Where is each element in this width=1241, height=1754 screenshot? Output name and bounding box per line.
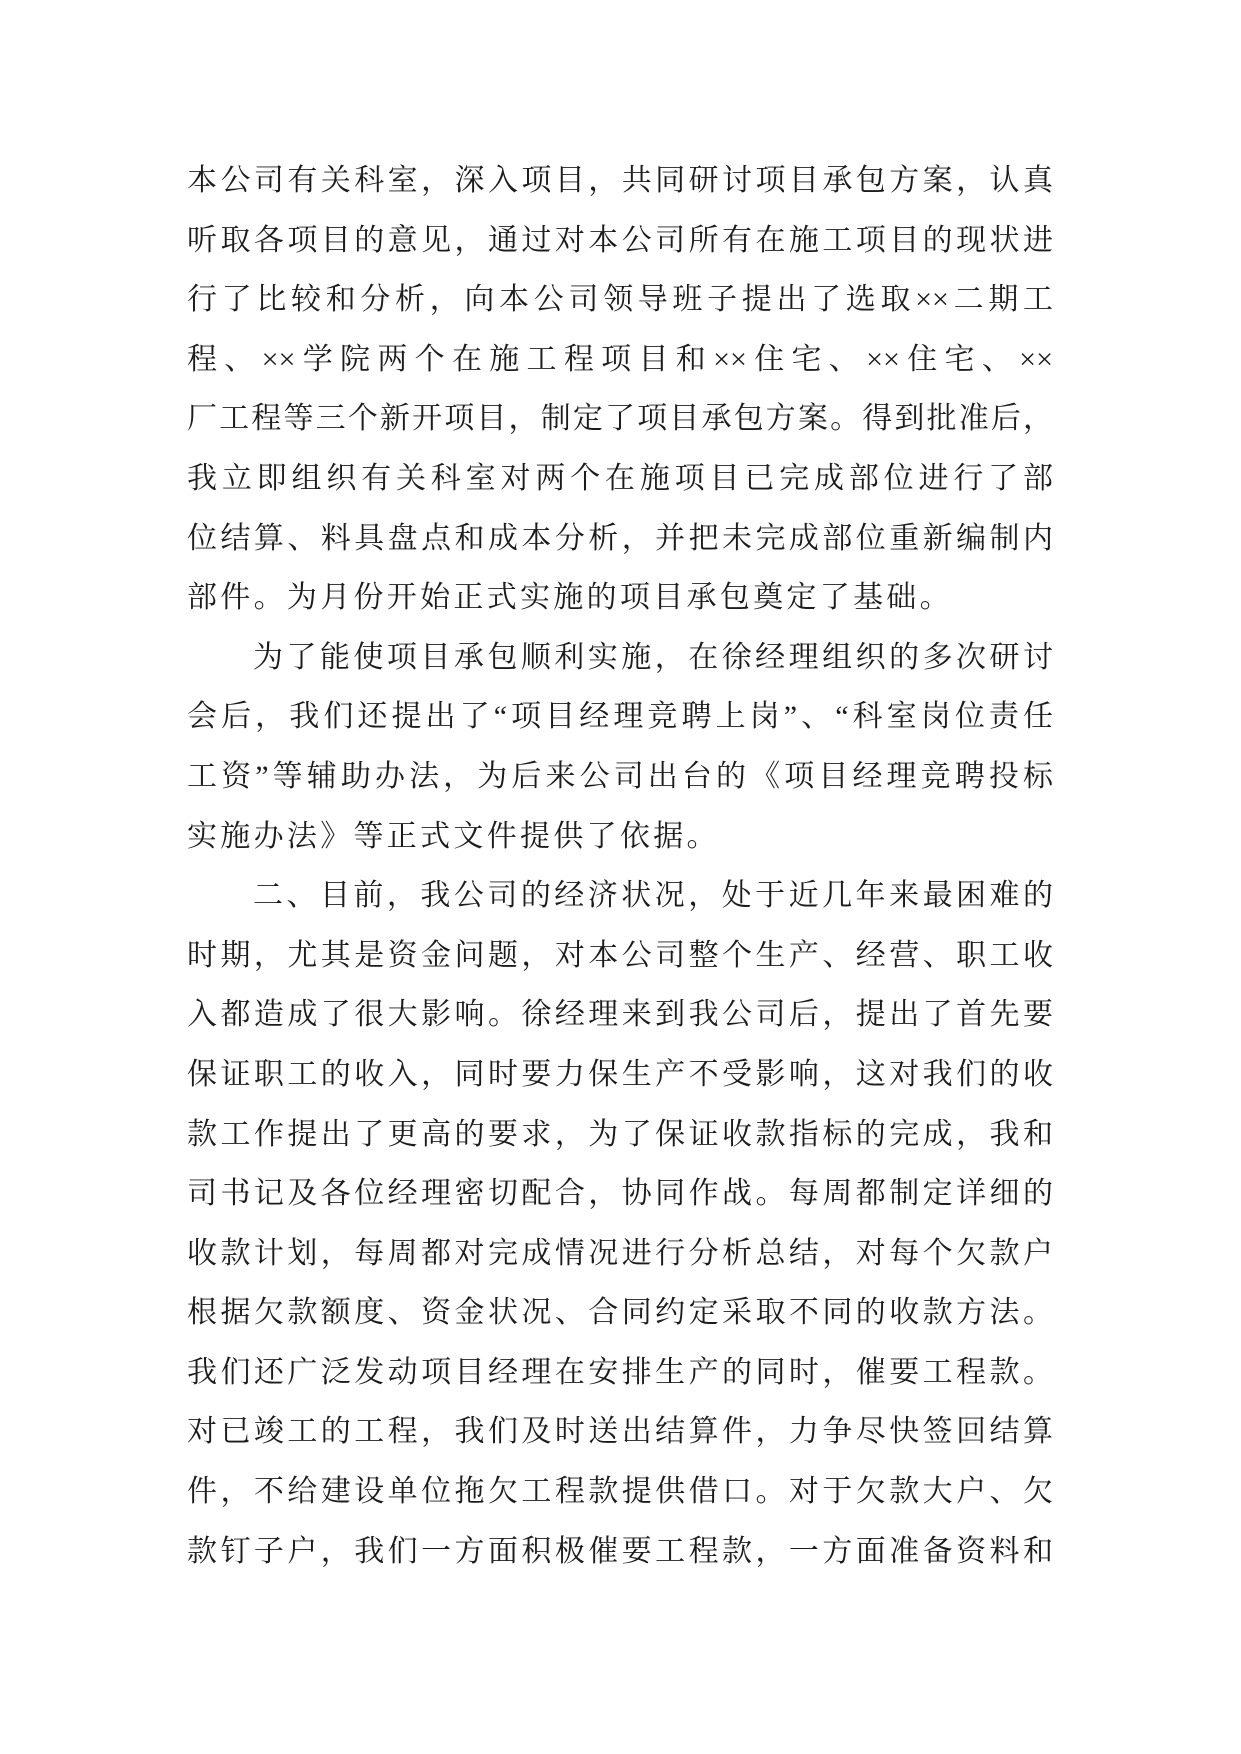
text-line: 款钉子户，我们一方面积极催要工程款，一方面准备资料和	[187, 1534, 1053, 1568]
text-line: 二、目前，我公司的经济状况，处于近几年来最困难的	[253, 879, 1053, 913]
text-line: 根据欠款额度、资金状况、合同约定采取不同的收款方法。	[187, 1296, 1053, 1330]
text-line: 我们还广泛发动项目经理在安排生产的同时，催要工程款。	[187, 1355, 1053, 1389]
text-line: 款工作提出了更高的要求，为了保证收款指标的完成，我和	[187, 1117, 1053, 1151]
text-line: 我立即组织有关科室对两个在施项目已完成部位进行了部	[187, 461, 1053, 495]
body-text	[187, 151, 1053, 1581]
text-line: 司书记及各位经理密切配合，协同作战。每周都制定详细的	[187, 1177, 1053, 1211]
paragraph-economic-status	[187, 866, 1053, 1581]
text-line: 听取各项目的意见，通过对本公司所有在施工项目的现状进	[187, 223, 1053, 257]
text-line: 对已竣工的工程，我们及时送出结算件，力争尽快签回结算	[187, 1415, 1053, 1449]
text-line: 为了能使项目承包顺利实施，在徐经理组织的多次研讨	[253, 640, 1053, 674]
text-line: 工资”等辅助办法，为后来公司出台的《项目经理竞聘投标	[187, 759, 1053, 793]
text-line: 本公司有关科室，深入项目，共同研讨项目承包方案，认真	[187, 164, 1053, 197]
text-line: 部件。为月份开始正式实施的项目承包奠定了基础。	[187, 581, 953, 615]
text-line: 实施办法》等正式文件提供了依据。	[187, 819, 720, 853]
text-line: 行了比较和分析，向本公司领导班子提出了选取××二期工	[187, 283, 1053, 317]
text-line: 程、××学院两个在施工程项目和××住宅、××住宅、××	[187, 342, 1053, 376]
text-line: 保证职工的收入，同时要力保生产不受影响，这对我们的收	[187, 1057, 1053, 1091]
paragraph-project-contracting	[187, 628, 1053, 866]
text-line: 件，不给建设单位拖欠工程款提供借口。对于欠款大户、欠	[187, 1475, 1053, 1509]
text-line: 收款计划，每周都对完成情况进行分析总结，对每个欠款户	[187, 1236, 1053, 1270]
text-line: 位结算、料具盘点和成本分析，并把未完成部位重新编制内	[187, 521, 1053, 555]
paragraph-continued	[187, 151, 1053, 628]
text-line: 会后，我们还提出了“项目经理竞聘上岗”、“科室岗位责任	[187, 700, 1053, 734]
text-line: 时期，尤其是资金问题，对本公司整个生产、经营、职工收	[187, 938, 1053, 972]
text-line: 入都造成了很大影响。徐经理来到我公司后，提出了首先要	[187, 998, 1053, 1032]
text-line: 厂工程等三个新开项目，制定了项目承包方案。得到批准后，	[187, 402, 1053, 436]
